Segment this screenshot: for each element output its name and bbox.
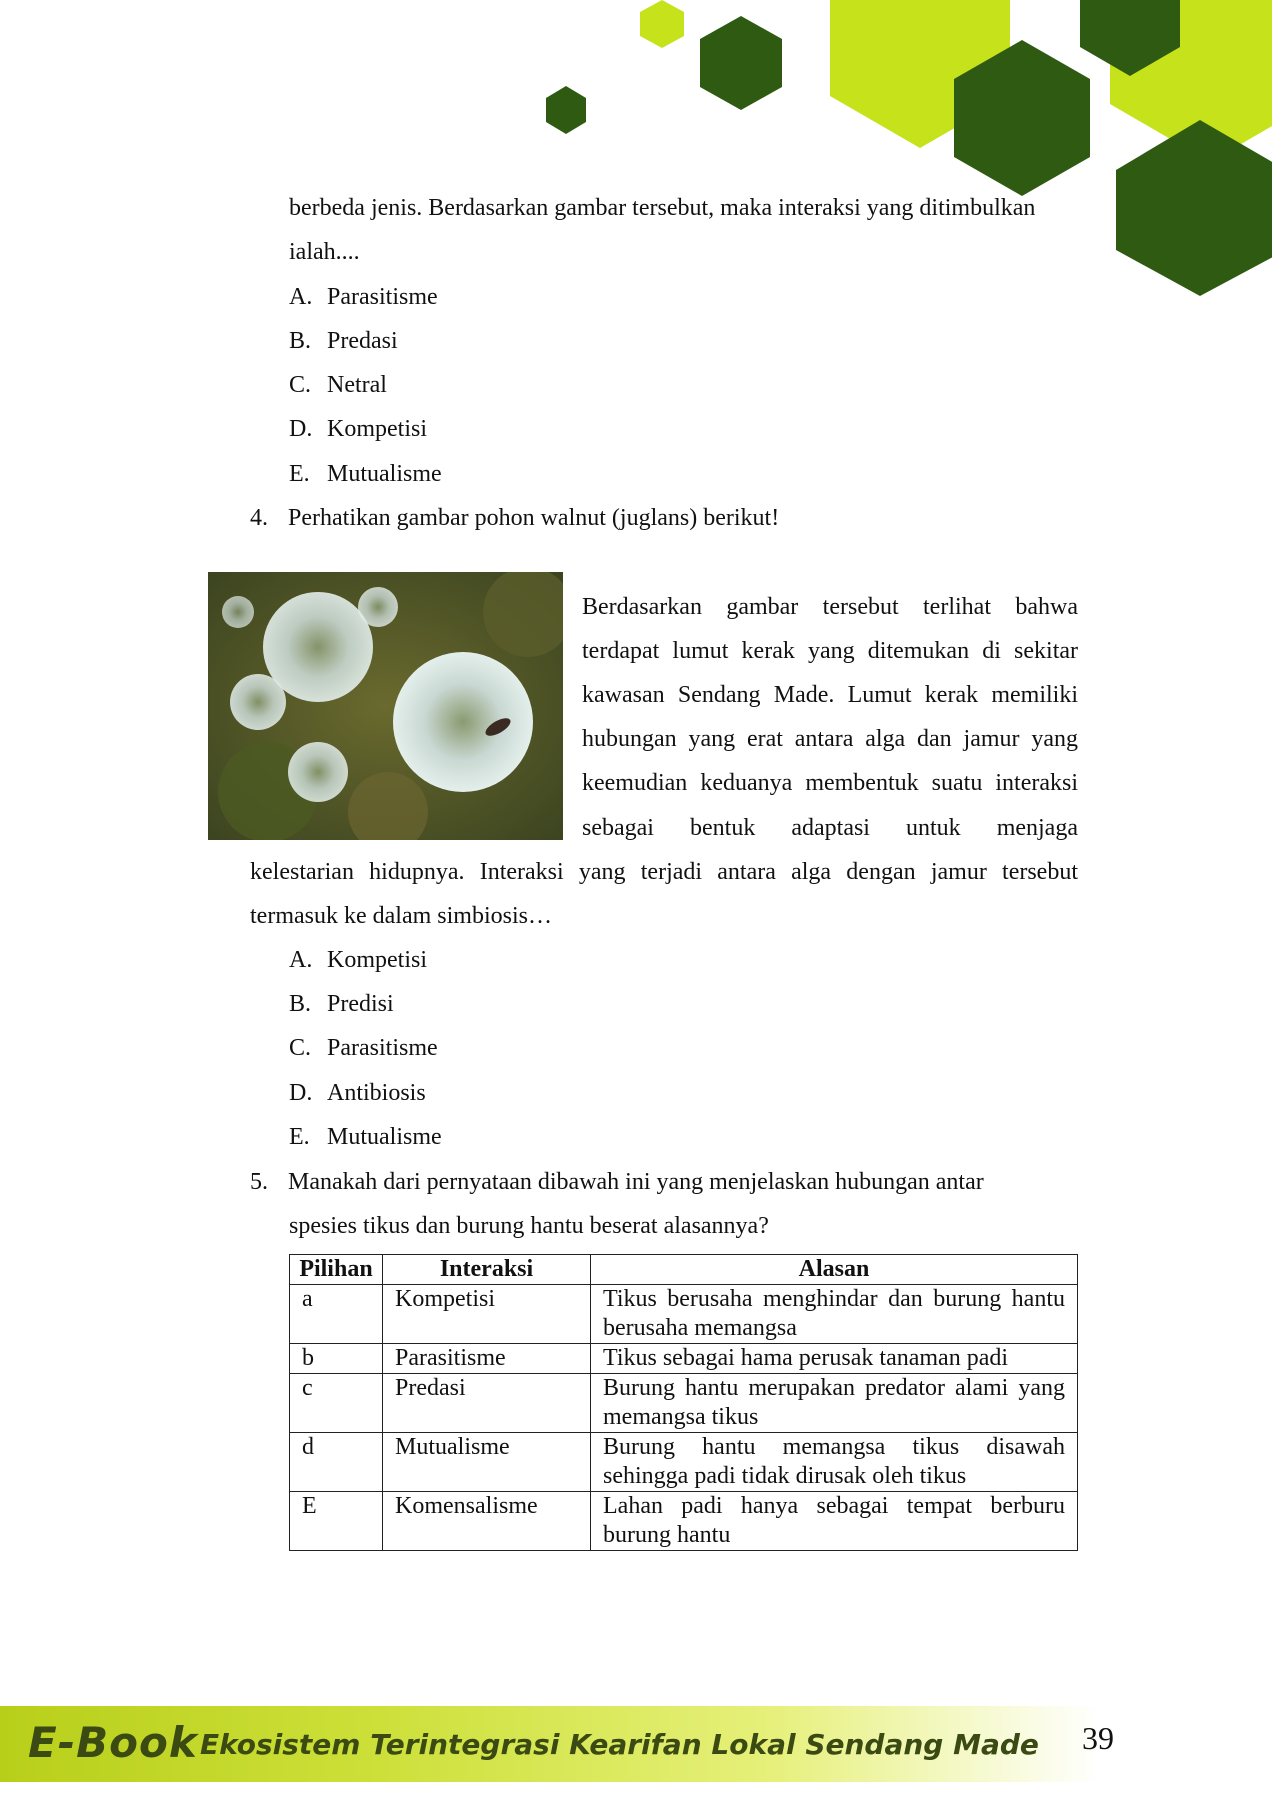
cell-alasan: Burung hantu merupakan predator alami yang memangsa tikus bbox=[591, 1374, 1078, 1433]
cell-pilihan: E bbox=[290, 1492, 383, 1551]
q4-side-line-6: sebagai bentuk adaptasi untuk menjaga bbox=[582, 815, 1078, 841]
lichen-patch bbox=[230, 674, 286, 730]
q4-title-line bbox=[250, 496, 779, 540]
q4-side-line-3: kawasan Sendang Made. Lumut kerak memiliki bbox=[582, 682, 1078, 708]
option-text: Predasi bbox=[327, 328, 398, 354]
option-text: Parasitisme bbox=[327, 284, 438, 310]
q4-number: 4. bbox=[250, 505, 268, 531]
hexagon-dark-small bbox=[546, 86, 586, 134]
table-row bbox=[290, 1374, 1078, 1433]
option-text: Mutualisme bbox=[327, 1124, 442, 1150]
cell-pilihan: c bbox=[290, 1374, 383, 1433]
option-text: Mutualisme bbox=[327, 461, 442, 487]
option-letter: B. bbox=[289, 328, 312, 354]
q4-full-line-2: termasuk ke dalam simbiosis… bbox=[250, 903, 552, 929]
option-letter: D. bbox=[289, 416, 313, 442]
table-row bbox=[290, 1433, 1078, 1492]
table-row bbox=[290, 1344, 1078, 1374]
hexagon-lime-small bbox=[640, 0, 684, 48]
decorative-hexagons bbox=[0, 0, 1272, 320]
cell-alasan: Tikus berusaha menghindar dan burung hantu berusaha memangsa bbox=[591, 1285, 1078, 1344]
table-row bbox=[290, 1492, 1078, 1551]
option-letter: E. bbox=[289, 461, 310, 487]
q5-answer-table bbox=[289, 1254, 1078, 1551]
q3-option-e bbox=[289, 452, 442, 496]
q4-side-line-5: keemudian keduanya membentuk suatu interaksi bbox=[582, 770, 1078, 796]
q4-full-line-1: kelestarian hidupnya. Interaksi yang terjadi antara alga dengan jamur tersebut bbox=[250, 859, 1078, 885]
option-text: Parasitisme bbox=[327, 1035, 438, 1061]
lichen-patch bbox=[393, 652, 533, 792]
option-letter: C. bbox=[289, 372, 312, 398]
q5-number: 5. bbox=[250, 1169, 268, 1195]
q4-option-e bbox=[289, 1115, 442, 1159]
q3-option-c bbox=[289, 363, 387, 407]
option-letter: B. bbox=[289, 991, 312, 1017]
ebook-label: E-Book bbox=[28, 1718, 198, 1767]
cell-pilihan: a bbox=[290, 1285, 383, 1344]
hexagon-dark-right bbox=[1116, 120, 1272, 296]
cell-alasan: Tikus sebagai hama perusak tanaman padi bbox=[591, 1344, 1078, 1374]
q4-side-line-2: terdapat lumut kerak yang ditemukan di sekitar bbox=[582, 638, 1078, 664]
cell-interaksi: Mutualisme bbox=[383, 1433, 591, 1492]
option-text: Predisi bbox=[327, 991, 394, 1017]
q4-option-b bbox=[289, 982, 394, 1026]
q3-line-1: berbeda jenis. Berdasarkan gambar tersebut, maka interaksi yang ditimbulkan bbox=[289, 195, 1036, 221]
header-pilihan: Pilihan bbox=[290, 1255, 383, 1285]
q4-option-d bbox=[289, 1071, 426, 1115]
q3-option-a bbox=[289, 275, 438, 319]
cell-pilihan: d bbox=[290, 1433, 383, 1492]
option-letter: C. bbox=[289, 1035, 312, 1061]
header-interaksi: Interaksi bbox=[383, 1255, 591, 1285]
cell-pilihan: b bbox=[290, 1344, 383, 1374]
option-letter: E. bbox=[289, 1124, 310, 1150]
table-header-row bbox=[290, 1255, 1078, 1285]
option-letter: A. bbox=[289, 947, 313, 973]
option-letter: A. bbox=[289, 284, 313, 310]
option-text: Kompetisi bbox=[327, 416, 427, 442]
q3-line-2: ialah.... bbox=[289, 239, 360, 265]
cell-interaksi: Predasi bbox=[383, 1374, 591, 1433]
lichen-patch bbox=[358, 587, 398, 627]
cell-interaksi: Parasitisme bbox=[383, 1344, 591, 1374]
lichen-patch bbox=[222, 596, 254, 628]
cell-alasan: Burung hantu memangsa tikus disawah sehingga padi tidak dirusak oleh tikus bbox=[591, 1433, 1078, 1492]
option-text: Netral bbox=[327, 372, 387, 398]
q5-line-2: spesies tikus dan burung hantu beserat alasannya? bbox=[289, 1213, 769, 1239]
q4-title: Perhatikan gambar pohon walnut (juglans) berikut! bbox=[288, 505, 780, 531]
ebook-subtitle: Ekosistem Terintegrasi Kearifan Lokal Sendang Made bbox=[200, 1728, 1039, 1761]
q4-option-c bbox=[289, 1026, 438, 1070]
cell-interaksi: Komensalisme bbox=[383, 1492, 591, 1551]
q4-side-line-1: Berdasarkan gambar tersebut terlihat bahwa bbox=[582, 594, 1078, 620]
cell-alasan: Lahan padi hanya sebagai tempat berburu burung hantu bbox=[591, 1492, 1078, 1551]
cell-interaksi: Kompetisi bbox=[383, 1285, 591, 1344]
q4-option-a bbox=[289, 938, 427, 982]
page-footer bbox=[0, 1706, 1272, 1782]
q5-line-1-wrap bbox=[250, 1160, 984, 1204]
q4-side-line-4: hubungan yang erat antara alga dan jamur yang bbox=[582, 726, 1078, 752]
q5-line-1: Manakah dari pernyataan dibawah ini yang menjelaskan hubungan antar bbox=[288, 1169, 984, 1195]
q3-option-b bbox=[289, 319, 398, 363]
option-letter: D. bbox=[289, 1080, 313, 1106]
q3-option-d bbox=[289, 407, 427, 451]
hexagon-dark-medium bbox=[700, 16, 782, 110]
option-text: Kompetisi bbox=[327, 947, 427, 973]
lichen-photo bbox=[208, 572, 563, 840]
page-number: 39 bbox=[1082, 1720, 1114, 1756]
lichen-patch bbox=[288, 742, 348, 802]
table-row bbox=[290, 1285, 1078, 1344]
option-text: Antibiosis bbox=[327, 1080, 426, 1106]
header-alasan: Alasan bbox=[591, 1255, 1078, 1285]
